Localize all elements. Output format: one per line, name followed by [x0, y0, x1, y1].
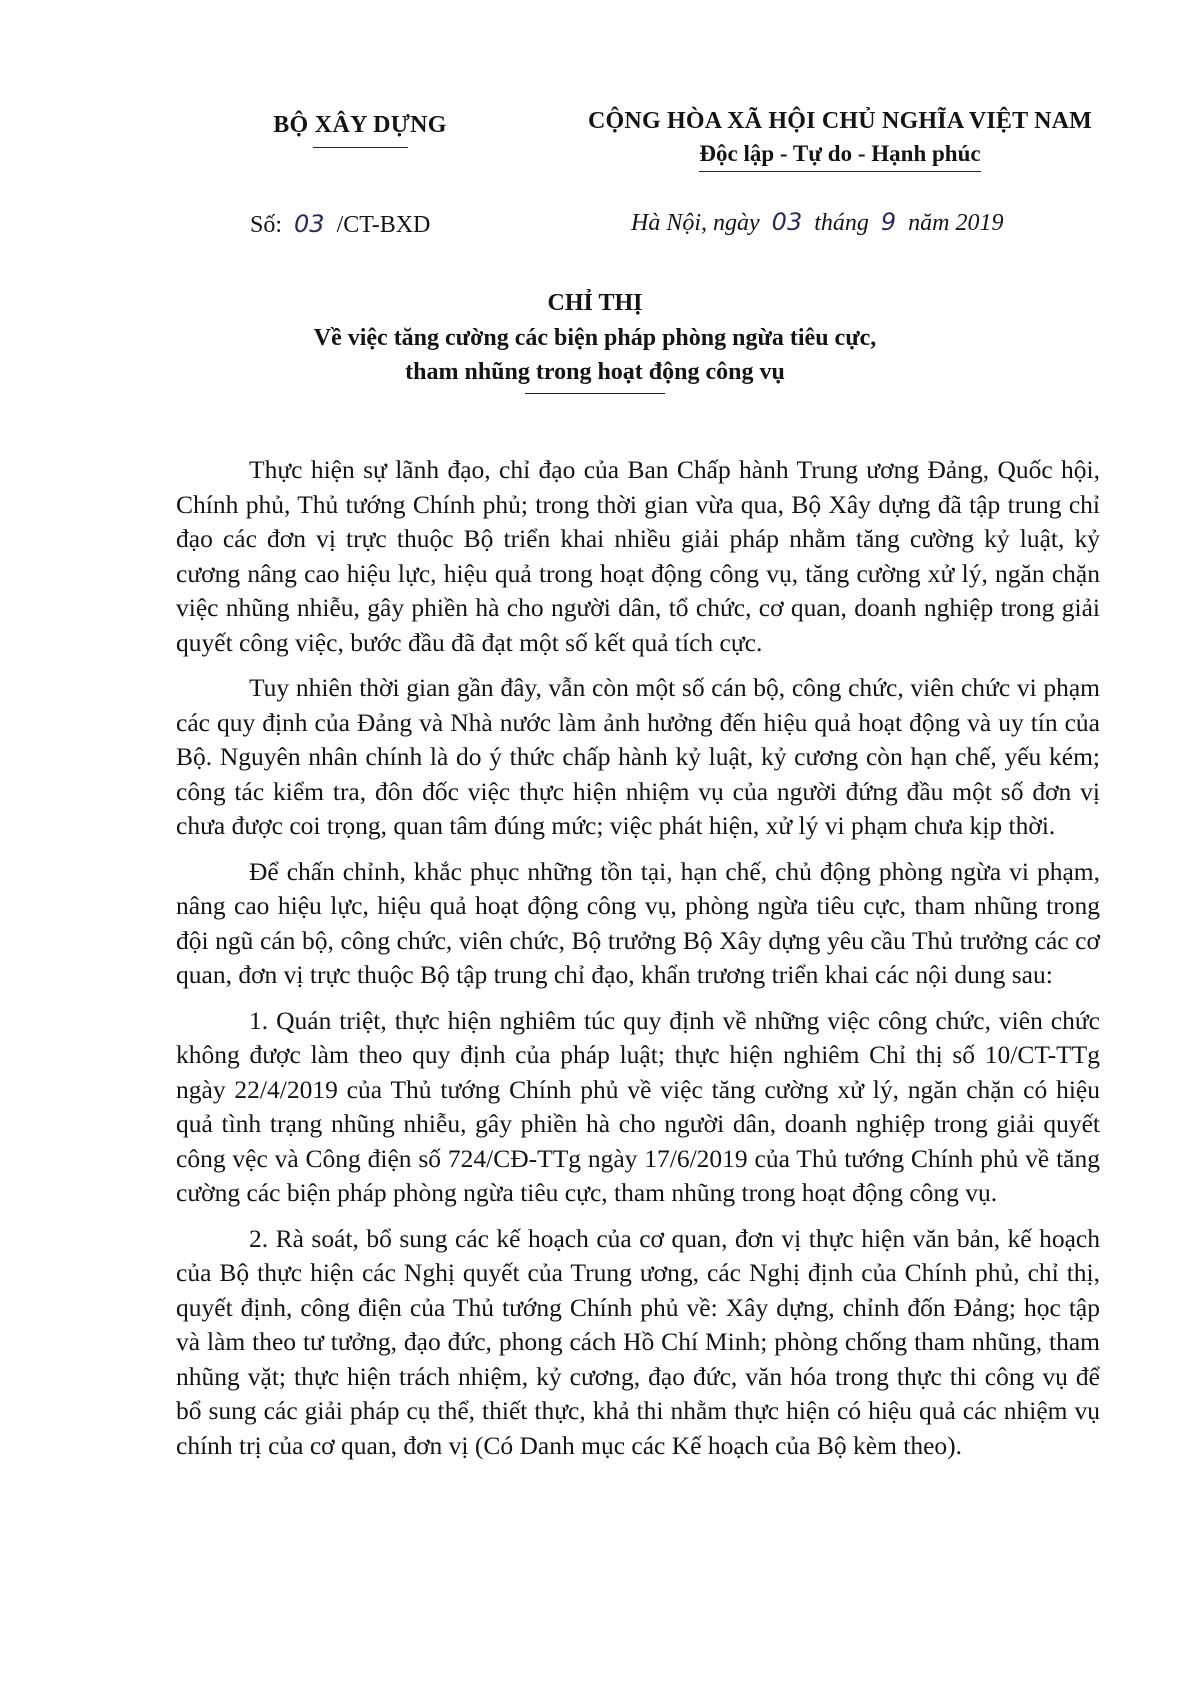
body-paragraph: 2. Rà soát, bổ sung các kế hoạch của cơ quan, đơn vị thực hiện văn bản, kế hoạch của Bộ thực hiện các Nghị quyết của Trung ương, các Nghị định của Chính phủ, chỉ thị, quyết định, công điện của Thủ tướng Chính phủ về: Xây dựng, chỉnh đốn Đảng; học tập và làm theo tư tưởng, đạo đức, phong cách Hồ Chí Minh; phòng chống tham nhũng, tham nhũng vặt; thực hiện trách nhiệm, kỷ cương, đạo đức, văn hóa trong thực thi công vụ để bổ sung các giải pháp cụ thể, thiết thực, khả thi nhằm thực hiện có hiệu quả các nhiệm vụ chính trị của cơ quan, đơn vị (Có Danh mục các Kế hoạch của Bộ kèm theo). — [176, 1223, 1100, 1460]
national-motto: Độc lập - Tự do - Hạnh phúc — [699, 141, 981, 166]
body-paragraph: Thực hiện sự lãnh đạo, chỉ đạo của Ban Chấp hành Trung ương Đảng, Quốc hội, Chính phủ, Thủ tướng Chính phủ; trong thời gian vừa qua, Bộ Xây dựng đã tập trung chỉ đạo các đơn vị trực thuộc Bộ triển khai nhiều giải pháp nhằm tăng cường kỷ luật, kỷ cương nâng cao hiệu lực, hiệu quả trong hoạt động công vụ, tăng cường xử lý, ngăn chặn việc nhũng nhiễu, gây phiền hà cho người dân, tổ chức, cơ quan, doanh nghiệp trong giải quyết công việc, bước đầu đã đạt một số kết quả tích cực. — [176, 455, 1100, 657]
body-paragraph: 1. Quán triệt, thực hiện nghiêm túc quy định về những việc công chức, viên chức không được làm theo quy định của pháp luật; thực hiện nghiêm Chỉ thị số 10/CT-TTg ngày 22/4/2019 của Thủ tướng Chính phủ về việc tăng cường xử lý, ngăn chặn có hiệu quả tình trạng nhũng nhiễu, gây phiền hà cho người dân, doanh nghiệp trong giải quyết công vệc và Công điện số 724/CĐ-TTg ngày 17/6/2019 của Thủ tướng Chính phủ về tăng cường các biện pháp phòng ngừa tiêu cực, tham nhũng trong hoạt động công vụ. — [176, 1005, 1100, 1207]
title-underline — [525, 393, 665, 394]
document-number-prefix: Số: — [250, 212, 283, 238]
date-day: 03 — [771, 208, 803, 236]
document-subject-line-1: Về việc tăng cường các biện pháp phòng ngừa tiêu cực, — [313, 325, 877, 351]
document-subject — [0, 321, 1190, 389]
document-subject-line-2: tham nhũng trong hoạt động công vụ — [405, 359, 785, 385]
body-paragraph: Tuy nhiên thời gian gần đây, vẫn còn một số cán bộ, công chức, viên chức vi phạm các quy định của Đảng và Nhà nước làm ảnh hưởng đến hiệu quả hoạt động và uy tín của Bộ. Nguyên nhân chính là do ý thức chấp hành kỷ luật, kỷ cương còn hạn chế, yếu kém; công tác kiểm tra, đôn đốc việc thực hiện nhiệm vụ của người đứng đầu một số đơn vị chưa được coi trọng, quan tâm đúng mức; việc phát hiện, xử lý vi phạm chưa kịp thời. — [176, 673, 1100, 840]
motto-wrapper — [699, 135, 980, 172]
national-header — [560, 108, 1120, 172]
body-paragraph: Để chấn chỉnh, khắc phục những tồn tại, hạn chế, chủ động phòng ngừa vi phạm, nâng cao hiệu lực, hiệu quả hoạt động công vụ, phòng ngừa tiêu cực, tham nhũng trong đội ngũ cán bộ, công chức, viên chức, Bộ trưởng Bộ Xây dựng yêu cầu Thủ trưởng các cơ quan, đơn vị trực thuộc Bộ tập trung chỉ đạo, khẩn trương triển khai các nội dung sau: — [176, 856, 1100, 989]
nation-name: CỘNG HÒA XÃ HỘI CHỦ NGHĨA VIỆT NAM — [588, 108, 1092, 134]
date-year: năm 2019 — [908, 210, 1004, 236]
agency-underline — [313, 147, 408, 148]
document-title-block — [0, 290, 1190, 394]
document-type: CHỈ THỊ — [547, 290, 643, 316]
date-place-day-label: Hà Nội, ngày — [631, 210, 760, 236]
date-month-label: tháng — [814, 210, 869, 236]
document-number — [250, 210, 430, 239]
document-body — [176, 453, 1100, 1474]
date-month: 9 — [880, 208, 897, 236]
motto-underline — [699, 171, 980, 172]
agency-header — [250, 112, 470, 148]
document-number-value: 03 — [294, 210, 325, 238]
agency-name: BỘ XÂY DỰNG — [273, 112, 447, 138]
document-date — [631, 208, 1004, 237]
document-number-suffix: /CT-BXD — [336, 212, 431, 238]
